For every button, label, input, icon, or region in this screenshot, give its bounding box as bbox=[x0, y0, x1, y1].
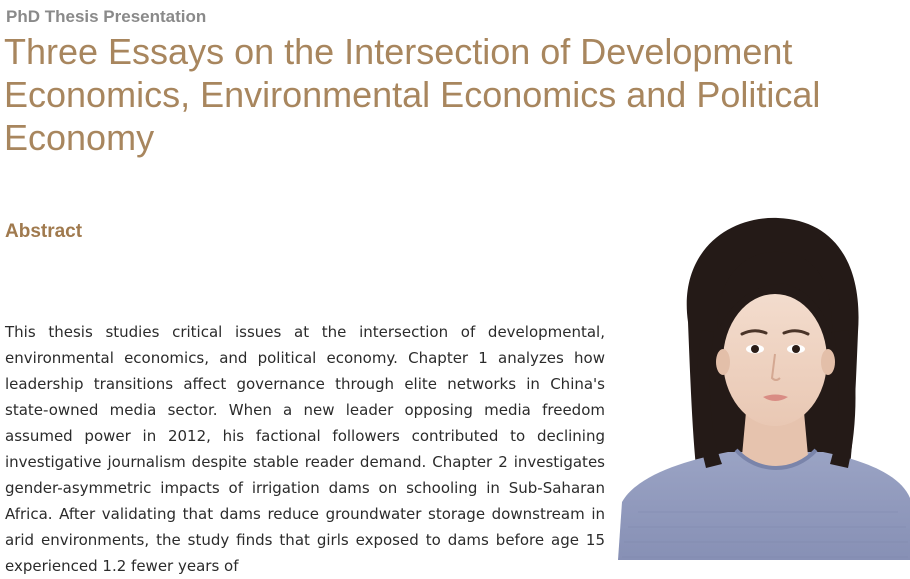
thesis-title: Three Essays on the Intersection of Development Economics, Environmental Economics and Political Economy bbox=[4, 31, 821, 158]
presentation-type-label: PhD Thesis Presentation bbox=[6, 7, 207, 26]
portrait-photo bbox=[618, 212, 910, 560]
abstract-heading: Abstract bbox=[5, 221, 83, 242]
portrait-photo-icon bbox=[618, 212, 910, 560]
abstract-text: This thesis studies critical issues at the intersection of developmental, environmental economics, and political economy. Chapter 1 analyzes how leadership transitions affect governance through elite networks in China's state-owned media sector. When a new leader opposing media freedom assumed power in 2012, his factional followers contributed to declining investigative journalism despite stable reader demand. Chapter 2 investigates gender-asymmetric impacts of irrigation dams on schooling in Sub-Saharan Africa. After validating that dams reduce groundwater storage downstream in arid environments, the study finds that girls exposed to dams before age 15 experienced 1.2 fewer years of bbox=[5, 323, 605, 575]
